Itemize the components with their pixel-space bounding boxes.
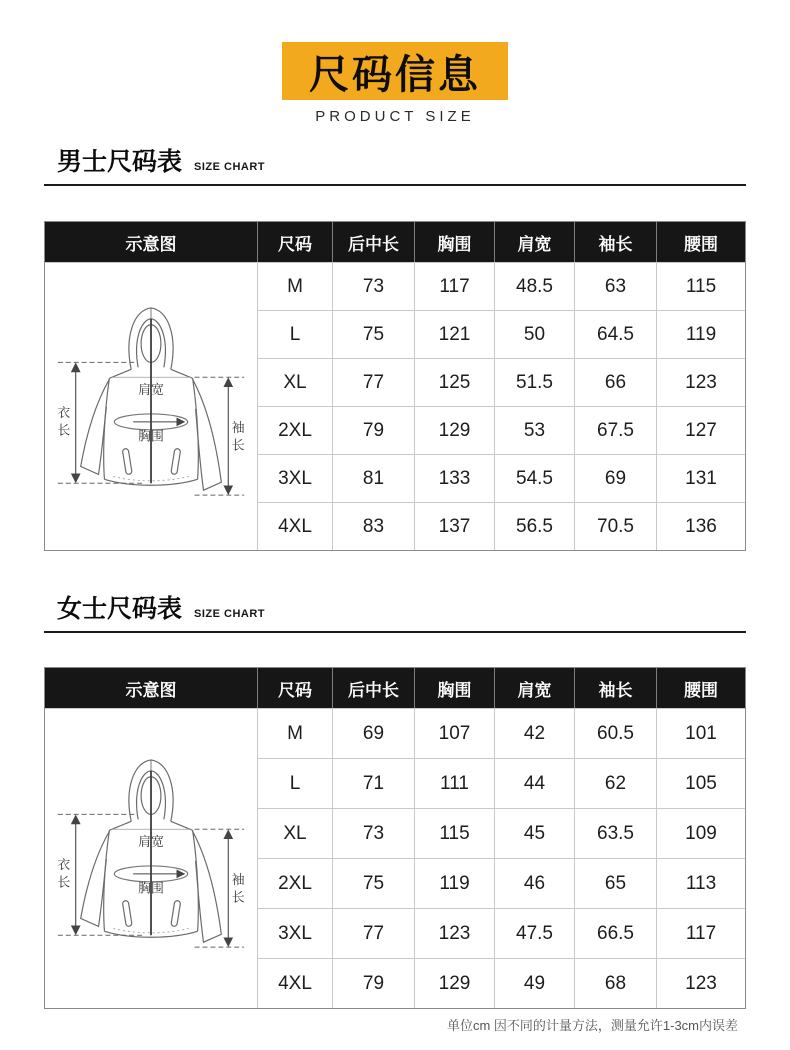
- size-info-banner: [282, 42, 508, 100]
- svg-text:长: 长: [231, 437, 245, 453]
- header-back-length: 后中长: [333, 668, 415, 708]
- svg-text:长: 长: [56, 874, 70, 890]
- size-cell: L: [258, 310, 333, 358]
- value-cell: 73: [333, 808, 415, 858]
- value-cell: 117: [415, 262, 495, 310]
- jacket-diagram-svg: [46, 268, 257, 546]
- jacket-outline: [80, 759, 221, 941]
- svg-text:长: 长: [231, 889, 245, 905]
- value-cell: 125: [415, 358, 495, 406]
- value-cell: 69: [575, 454, 657, 502]
- women-section-title: 女士尺码表: [57, 595, 183, 623]
- shoulder-width-label: 肩宽: [137, 381, 164, 397]
- value-cell: 71: [333, 758, 415, 808]
- value-cell: 101: [657, 708, 745, 758]
- value-cell: 56.5: [495, 502, 575, 550]
- value-cell: 107: [415, 708, 495, 758]
- size-cell: XL: [258, 808, 333, 858]
- women-section-subtitle: SIZE CHART: [194, 607, 266, 620]
- value-cell: 137: [415, 502, 495, 550]
- header-chest: 胸围: [415, 222, 495, 262]
- value-cell: 70.5: [575, 502, 657, 550]
- size-cell: 4XL: [258, 502, 333, 550]
- value-cell: 113: [657, 858, 745, 908]
- size-cell: M: [258, 262, 333, 310]
- chest-label: 胸围: [137, 428, 164, 444]
- value-cell: 47.5: [495, 908, 575, 958]
- value-cell: 121: [415, 310, 495, 358]
- header-shoulder: 肩宽: [495, 668, 575, 708]
- value-cell: 115: [657, 262, 745, 310]
- header-shoulder: 肩宽: [495, 222, 575, 262]
- header-size: 尺码: [258, 668, 333, 708]
- header-diagram: 示意图: [45, 222, 258, 262]
- banner-title: 尺码信息: [309, 52, 481, 97]
- size-cell: 3XL: [258, 908, 333, 958]
- value-cell: 109: [657, 808, 745, 858]
- value-cell: 51.5: [495, 358, 575, 406]
- garment-length-label: 衣: [56, 856, 70, 872]
- jacket-outline: [80, 307, 221, 489]
- men-section-header: [44, 149, 746, 186]
- size-cell: 3XL: [258, 454, 333, 502]
- value-cell: 49: [495, 958, 575, 1008]
- value-cell: 105: [657, 758, 745, 808]
- size-cell: 2XL: [258, 858, 333, 908]
- men-size-table: [44, 221, 746, 551]
- value-cell: 111: [415, 758, 495, 808]
- size-cell: M: [258, 708, 333, 758]
- value-cell: 65: [575, 858, 657, 908]
- header-diagram: 示意图: [45, 668, 258, 708]
- size-cell: 2XL: [258, 406, 333, 454]
- value-cell: 69: [333, 708, 415, 758]
- value-cell: 63.5: [575, 808, 657, 858]
- men-section-subtitle: SIZE CHART: [194, 160, 266, 173]
- value-cell: 136: [657, 502, 745, 550]
- value-cell: 54.5: [495, 454, 575, 502]
- women-jacket-diagram: [45, 708, 258, 1008]
- value-cell: 119: [657, 310, 745, 358]
- value-cell: 66.5: [575, 908, 657, 958]
- size-cell: L: [258, 758, 333, 808]
- jacket-diagram-svg: [46, 720, 257, 998]
- value-cell: 127: [657, 406, 745, 454]
- header-sleeve: 袖长: [575, 668, 657, 708]
- men-section-rule: [44, 184, 746, 186]
- women-section-rule: [44, 631, 746, 633]
- women-size-table: [44, 667, 746, 1009]
- value-cell: 42: [495, 708, 575, 758]
- value-cell: 81: [333, 454, 415, 502]
- value-cell: 129: [415, 406, 495, 454]
- garment-length-label: 衣: [56, 404, 70, 420]
- value-cell: 50: [495, 310, 575, 358]
- value-cell: 64.5: [575, 310, 657, 358]
- header-waist: 腰围: [657, 222, 745, 262]
- value-cell: 66: [575, 358, 657, 406]
- header-size: 尺码: [258, 222, 333, 262]
- product-size-label: PRODUCT SIZE: [315, 108, 475, 125]
- chest-label: 胸围: [137, 880, 164, 896]
- value-cell: 75: [333, 858, 415, 908]
- value-cell: 79: [333, 958, 415, 1008]
- value-cell: 53: [495, 406, 575, 454]
- men-section-title: 男士尺码表: [57, 148, 183, 176]
- header-sleeve: 袖长: [575, 222, 657, 262]
- measurement-footnote: 单位cm 因不同的计量方法，测量允许1-3cm内误差: [446, 1018, 738, 1033]
- value-cell: 115: [415, 808, 495, 858]
- size-cell: XL: [258, 358, 333, 406]
- value-cell: 46: [495, 858, 575, 908]
- value-cell: 67.5: [575, 406, 657, 454]
- shoulder-width-label: 肩宽: [137, 833, 164, 849]
- sleeve-length-label: 袖: [231, 419, 245, 435]
- value-cell: 45: [495, 808, 575, 858]
- value-cell: 62: [575, 758, 657, 808]
- header-waist: 腰围: [657, 668, 745, 708]
- value-cell: 83: [333, 502, 415, 550]
- value-cell: 79: [333, 406, 415, 454]
- value-cell: 68: [575, 958, 657, 1008]
- value-cell: 44: [495, 758, 575, 808]
- sleeve-length-label: 袖: [231, 871, 245, 887]
- value-cell: 77: [333, 908, 415, 958]
- value-cell: 75: [333, 310, 415, 358]
- men-jacket-diagram: [45, 262, 258, 550]
- value-cell: 117: [657, 908, 745, 958]
- size-cell: 4XL: [258, 958, 333, 1008]
- value-cell: 77: [333, 358, 415, 406]
- value-cell: 123: [415, 908, 495, 958]
- value-cell: 73: [333, 262, 415, 310]
- women-section-header: [44, 596, 746, 633]
- header-chest: 胸围: [415, 668, 495, 708]
- svg-text:长: 长: [56, 422, 70, 438]
- value-cell: 131: [657, 454, 745, 502]
- value-cell: 60.5: [575, 708, 657, 758]
- value-cell: 129: [415, 958, 495, 1008]
- value-cell: 133: [415, 454, 495, 502]
- value-cell: 63: [575, 262, 657, 310]
- value-cell: 123: [657, 358, 745, 406]
- value-cell: 119: [415, 858, 495, 908]
- header-back-length: 后中长: [333, 222, 415, 262]
- value-cell: 123: [657, 958, 745, 1008]
- value-cell: 48.5: [495, 262, 575, 310]
